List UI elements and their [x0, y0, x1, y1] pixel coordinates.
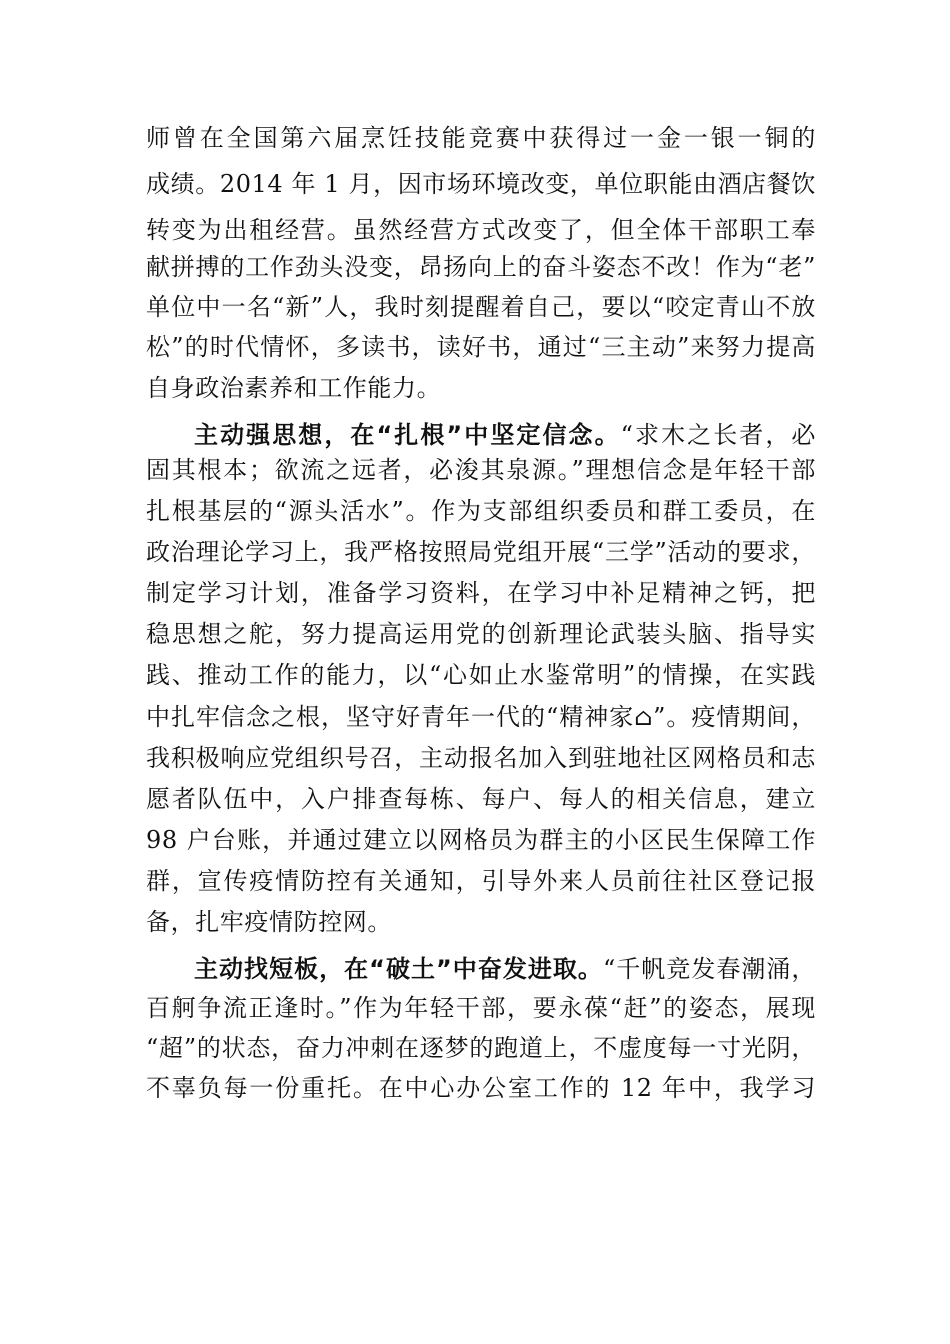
paragraph-2-line-4: 政治理论学习上，我严格按照局党组开展“三学”活动的要求， [146, 538, 816, 566]
paragraph-1-line-2: 成绩。2014 年 1 月，因市场环境改变，单位职能由酒店餐饮 [146, 170, 816, 198]
paragraph-2-line-9: 我积极响应党组织号召，主动报名加入到驻地社区网格员和志 [146, 744, 816, 772]
paragraph-3-first-line-text: “千帆竞发春潮涌， [602, 955, 817, 983]
paragraph-1-line-7: 自身政治素养和工作能力。 [146, 374, 442, 402]
paragraph-2-line-7: 践、推动工作的能力，以“心如止水鉴常明”的情操，在实践 [146, 661, 816, 689]
paragraph-3-heading: 主动找短板，在“破土”中奋发进取。 [194, 955, 603, 983]
paragraph-3-line-2: 百舸争流正逢时。”作为年轻干部，要永葆“赶”的姿态，展现 [146, 994, 816, 1022]
paragraph-3-line-4: 不辜负每一份重托。在中心办公室工作的 12 年中，我学习 [146, 1074, 816, 1102]
paragraph-2-line-11: 98 户台账，并通过建立以网格员为群主的小区民生保障工作 [146, 826, 816, 854]
paragraph-1-line-6: 松”的时代情怀，多读书，读好书，通过“三主动”来努力提高 [146, 333, 816, 361]
paragraph-2-line-3: 扎根基层的“源头活水”。作为支部组织委员和群工委员，在 [146, 497, 816, 525]
paragraph-2-line-8: 中扎牢信念之根，坚守好青年一代的“精神家⌂”。疫情期间， [146, 703, 816, 731]
paragraph-2-first-line [194, 420, 816, 450]
paragraph-2-first-line-text: “求木之长者，必 [620, 421, 816, 449]
paragraph-1-line-1: 师曾在全国第六届烹饪技能竞赛中获得过一金一银一铜的 [146, 124, 816, 152]
paragraph-1-line-4: 献拼搏的工作劲头没变，昂扬向上的奋斗姿态不改！作为“老” [146, 253, 816, 281]
paragraph-2-line-5: 制定学习计划，准备学习资料，在学习中补足精神之钙，把 [146, 579, 816, 607]
paragraph-2-heading: 主动强思想，在“扎根”中坚定信念。 [194, 421, 621, 449]
paragraph-2-line-10: 愿者队伍中，入户排查每栋、每户、每人的相关信息，建立 [146, 785, 816, 813]
paragraph-2-line-6: 稳思想之舵，努力提高运用党的创新理论武装头脑、指导实 [146, 620, 816, 648]
paragraph-2-line-13: 备，扎牢疫情防控网。 [146, 908, 392, 936]
paragraph-1-line-5: 单位中一名“新”人，我时刻提醒着自己，要以“咬定青山不放 [146, 293, 816, 321]
paragraph-2-line-12: 群，宣传疫情防控有关通知，引导外来人员前往社区登记报 [146, 867, 816, 895]
paragraph-3-line-3: “超”的状态，奋力冲刺在逐梦的跑道上，不虚度每一寸光阴， [146, 1034, 816, 1062]
paragraph-3-first-line [194, 954, 816, 984]
paragraph-2-line-2: 固其根本；欲流之远者，必浚其泉源。”理想信念是年轻干部 [146, 456, 816, 484]
paragraph-1-line-3: 转变为出租经营。虽然经营方式改变了，但全体干部职工奉 [146, 216, 816, 244]
